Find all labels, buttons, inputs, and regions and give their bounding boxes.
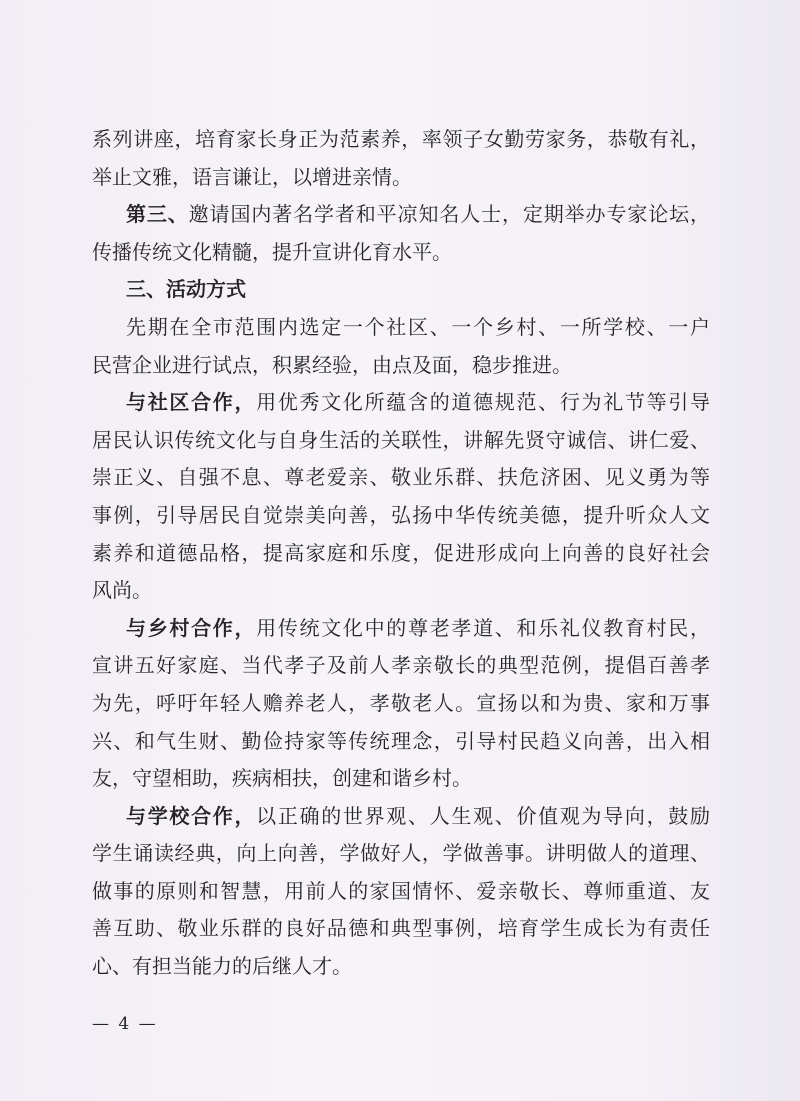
text-line — [92, 610, 710, 648]
bold-lead-phrase: 第三、 — [126, 202, 189, 227]
text-line — [92, 459, 710, 497]
text-line — [92, 196, 710, 234]
text-line — [92, 497, 710, 535]
line-text: 崇正义、自强不息、尊老爱亲、敬业乐群、扶危济困、见义勇为等 — [92, 465, 710, 490]
text-line — [92, 572, 710, 610]
text-line — [92, 309, 710, 347]
text-line — [92, 647, 710, 685]
line-text: 三、活动方式 — [126, 277, 246, 302]
page-number: — 4 — — [92, 1014, 158, 1034]
text-line — [92, 685, 710, 723]
text-line — [92, 121, 710, 159]
text-line — [92, 234, 710, 272]
bold-lead-phrase: 与学校合作， — [126, 803, 257, 828]
text-line — [92, 422, 710, 460]
line-text: 居民认识传统文化与自身生活的关联性，讲解先贤守诚信、讲仁爱、 — [92, 427, 710, 452]
text-line — [92, 835, 710, 873]
text-line — [92, 535, 710, 573]
line-text: 友，守望相助，疾病相扶，创建和谐乡村。 — [92, 766, 472, 791]
line-text: 为先，呼吁年轻人赡养老人，孝敬老人。宣扬以和为贵、家和万事 — [92, 690, 710, 715]
line-text: 兴、和气生财、勤俭持家等传统理念，引导村民趋义向善，出入相 — [92, 728, 710, 753]
line-text: 传播传统文化精髓，提升宣讲化育水平。 — [92, 239, 452, 264]
line-text: 宣讲五好家庭、当代孝子及前人孝亲敬长的典型范例，提倡百善孝 — [92, 653, 710, 678]
line-text: 风尚。 — [92, 578, 152, 603]
line-text: 邀请国内著名学者和平凉知名人士，定期举办专家论坛， — [188, 202, 711, 227]
text-line — [92, 723, 710, 761]
body-text — [92, 121, 710, 986]
bold-lead-phrase: 与社区合作， — [126, 390, 257, 415]
text-line — [92, 384, 710, 422]
line-text: 用优秀文化所蕴含的道德规范、行为礼节等引导 — [256, 390, 711, 415]
line-text: 学生诵读经典，向上向善，学做好人，学做善事。讲明做人的道理、 — [92, 841, 710, 866]
line-text: 以正确的世界观、人生观、价值观为导向，鼓励 — [256, 803, 711, 828]
line-text: 举止文雅，语言谦让，以增进亲情。 — [92, 164, 412, 189]
line-text: 素养和道德品格，提高家庭和乐度，促进形成向上向善的良好社会 — [92, 540, 710, 565]
text-line — [92, 910, 710, 948]
line-text: 系列讲座，培育家长身正为范素养，率领子女勤劳家务，恭敬有礼， — [92, 127, 710, 151]
text-line — [92, 873, 710, 911]
line-text: 事例，引导居民自觉崇美向善，弘扬中华传统美德，提升听众人文 — [92, 502, 710, 527]
line-text: 先期在全市范围内选定一个社区、一个乡村、一所学校、一户 — [126, 314, 710, 339]
text-line — [92, 347, 710, 385]
text-line — [92, 760, 710, 798]
bold-lead-phrase: 与乡村合作， — [126, 615, 257, 640]
text-line — [92, 798, 710, 836]
text-line — [92, 948, 710, 986]
line-text: 民营企业进行试点，积累经验，由点及面，稳步推进。 — [92, 352, 572, 377]
line-text: 用传统文化中的尊老孝道、和乐礼仪教育村民， — [256, 615, 711, 640]
text-line — [92, 159, 710, 197]
line-text: 心、有担当能力的后继人才。 — [92, 954, 352, 979]
line-text: 善互助、敬业乐群的良好品德和典型事例，培育学生成长为有责任 — [92, 916, 710, 941]
section-heading — [92, 271, 710, 309]
line-text: 做事的原则和智慧，用前人的家国情怀、爱亲敬长、尊师重道、友 — [92, 878, 710, 903]
